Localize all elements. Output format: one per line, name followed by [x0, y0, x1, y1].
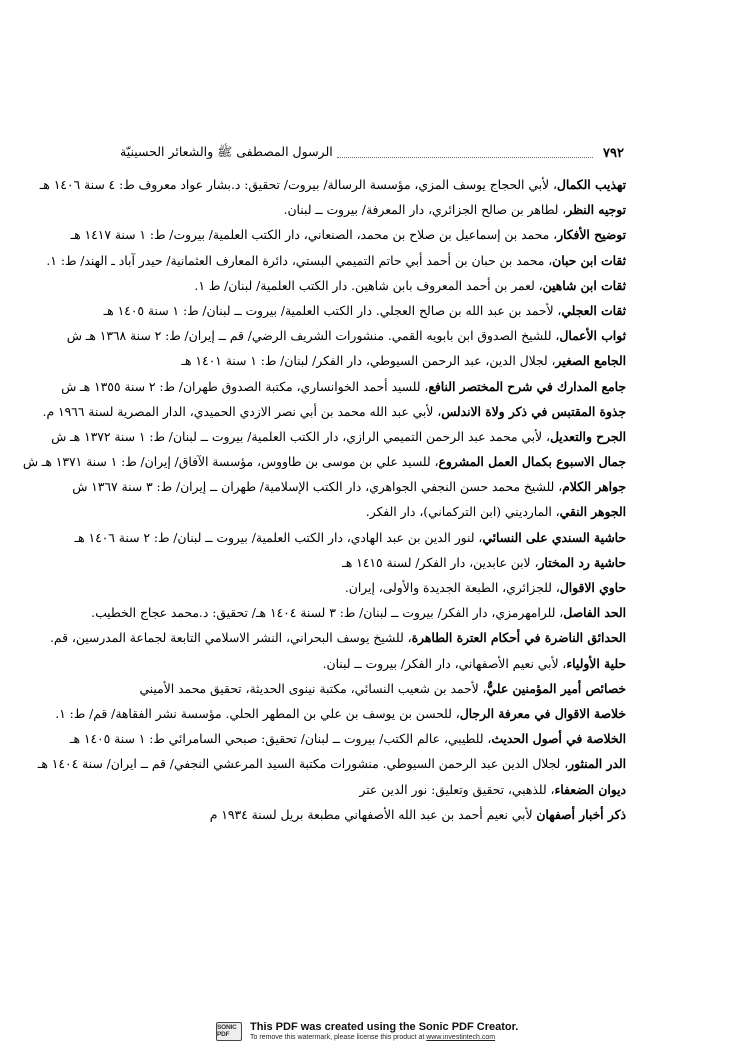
entry-details: ، لجلال الدين عبد الرحمن السيوطي. منشورات مكتبة السيد المرعشي النجفي/ قم ــ ايران/ سنة ١٤٠٤ هـ: [37, 757, 569, 772]
entry-title: حاشية رد المختار: [538, 554, 626, 570]
entry-details: ، للشيخ يوسف البحراني، النشر الاسلامي التابعة لجماعة المدرسين، قم.: [50, 631, 412, 646]
bibliography-entry: [118, 348, 626, 373]
bibliography-entry: [118, 550, 626, 575]
entry-details: ، لأحمد بن شعيب النسائي، مكتبة نينوى الحديثة، تحقيق محمد الأميني: [139, 681, 487, 696]
entry-title: جامع المدارك في شرح المختصر النافع: [428, 378, 626, 394]
page-header: [120, 143, 624, 163]
sonic-pdf-logo-icon: SONIC PDF: [216, 1022, 242, 1041]
bibliography-entry: [61, 374, 626, 399]
entry-details: ، محمد بن إسماعيل بن صلاح بن محمد، الصنعاني، دار الكتب العلمية/ بيروت/ ط: ١ سنة ١٤١٧ هـ: [70, 228, 558, 243]
entry-title: حاوي الاقوال: [559, 580, 626, 595]
bibliography-entry: [69, 726, 626, 751]
entry-details: ، لعمر بن أحمد المعروف بابن شاهين. دار الكتب العلمية/ لبنان/ ط ١.: [194, 278, 543, 293]
entry-details: ، لأبي الحجاج يوسف المزي، مؤسسة الرسالة/ بيروت/ تحقيق: د.بشار عواد معروف ط: ٤ سنة ١٤٠٦ هـ: [39, 178, 557, 192]
bibliography-entry: [70, 222, 626, 247]
entry-title: ثقات العجلي: [561, 302, 626, 318]
entry-details: ، لأبي عبد الله محمد بن أبي نصر الازدي الحميدي، الدار المصرية لسنة ١٩٦٦ م.: [42, 404, 442, 419]
entry-title: ثقات ابن شاهين: [542, 277, 626, 293]
pdf-watermark: [216, 1019, 518, 1043]
entry-title: توضيح الأفكار: [557, 227, 626, 243]
entry-title: الحدائق الناضرة في أحكام العترة الطاهرة: [411, 630, 626, 646]
entry-details: ، للشيخ محمد حسن النجفي الجواهري، دار الكتب الإسلامية/ طهران ــ إيران/ ط: ٣ سنة ١٣٦٧ ش: [72, 480, 563, 495]
bibliography-entry: [118, 499, 626, 524]
page-number: ٧٩٢: [603, 145, 624, 161]
bibliography-entry: [118, 651, 626, 676]
bibliography-entry: [118, 197, 626, 222]
watermark-message: This PDF was created using the Sonic PDF Creator.: [250, 1020, 519, 1033]
bibliography-entry: [118, 273, 626, 298]
entry-title: الدر المنثور: [568, 756, 626, 772]
entry-details: ، للذهبي، تحقيق وتعليق: نور الدين عتر: [359, 782, 555, 797]
bibliography-entry: [46, 248, 626, 273]
entry-title: الحد الفاصل: [563, 605, 626, 621]
entry-details: ، لأبي محمد عبد الرحمن التميمي الرازي، دار الكتب العلمية/ بيروت ــ لبنان/ ط: ١ سنة ١٣٧٢ هـ ش: [51, 429, 550, 444]
entry-details: ، للطيبي، عالم الكتب/ بيروت ــ لبنان/ تحقيق: صبحي السامرائي ط: ١ سنة ١٤٠٥ هـ: [69, 732, 492, 747]
watermark-license-note: To remove this watermark, please license this product at: [250, 1033, 427, 1041]
bibliography-entry: [37, 751, 626, 776]
bibliography-entry: [42, 399, 626, 424]
entry-details: ، لابن عابدين، دار الفكر/ لسنة ١٤١٥ هـ: [342, 555, 539, 570]
watermark-license-link[interactable]: www.investintech.com: [426, 1033, 496, 1041]
entry-title: خلاصة الاقوال في معرفة الرجال: [459, 705, 626, 721]
entry-details: ، محمد بن حبان بن أحمد أبي حاتم التميمي البستي، دائرة المعارف العثمانية/ حيدر آباد ـ الهند/ ط: ١.: [46, 253, 553, 268]
entry-details: ، للجزائري، الطبعة الجديدة والأولى، إيران.: [344, 581, 560, 595]
entry-details: ، لطاهر بن صالح الجزائري، دار المعرفة/ بيروت ــ لبنان.: [283, 203, 567, 218]
bibliography-entry: [55, 701, 626, 726]
entry-title: ثقات ابن حبان: [552, 252, 626, 268]
entry-details: ، للرامهرمزي، دار الفكر/ بيروت ــ لبنان/ ط: ٣ لسنة ١٤٠٤ هـ/ تحقيق: د.محمد عجاج الخطيب.: [91, 606, 564, 621]
entry-title: حلية الأولياء: [566, 655, 626, 671]
entry-details: لأبي نعيم أحمد بن عبد الله الأصفهاني مطبعة بريل لسنة ١٩٣٤ م: [209, 807, 537, 822]
bibliography-entry: [50, 625, 626, 650]
entry-title: حاشية السندي على النسائي: [482, 529, 626, 545]
entry-title: جواهر الكلام: [562, 479, 626, 495]
entry-title: تهذيب الكمال: [556, 177, 626, 192]
running-header-title: الرسول المصطفى ﷺ والشعائر الحسينيّة: [120, 143, 333, 159]
entry-details: ، لأحمد بن عبد الله بن صالح العجلي. دار الكتب العلمية/ بيروت ــ لبنان/ ط: ١ سنة ١٤٠٥ هـ: [103, 303, 562, 318]
entry-title: الجوهر النقي: [559, 504, 626, 520]
entry-title: ديوان الضعفاء: [554, 781, 626, 797]
entry-title: الجامع الصغير: [555, 353, 626, 369]
bibliography-entry: [22, 449, 626, 474]
entry-title: خصائص أمير المؤمنين عليٌّ: [486, 680, 626, 696]
bibliography-entry: [118, 575, 626, 600]
bibliography-entry: [39, 172, 626, 197]
bibliography-entry: [72, 474, 626, 499]
entry-title: ذكر أخبار أصفهان: [536, 806, 626, 822]
bibliography-entry: [118, 676, 626, 701]
entry-details: ، لنور الدين بن عبد الهادي، دار الكتب العلمية/ بيروت ــ لبنان/ ط: ٢ سنة ١٤٠٦ هـ: [74, 530, 483, 545]
bibliography-list: [22, 172, 626, 827]
entry-details: ، لجلال الدين، عبد الرحمن السيوطي، دار الفكر/ لبنان/ ط: ١ سنة ١٤٠١ هـ: [181, 354, 556, 369]
entry-details: ، للشيخ الصدوق ابن بابويه القمي. منشورات الشريف الرضي/ قم ــ إيران/ ط: ٢ سنة ١٣٦٨ هـ ش: [66, 329, 560, 344]
header-dotted-rule: [337, 157, 593, 158]
bibliography-entry: [51, 424, 626, 449]
bibliography-entry: [118, 777, 626, 802]
entry-title: الجرح والتعديل: [549, 428, 626, 444]
bibliography-entry: [91, 600, 626, 625]
entry-title: ثواب الأعمال: [559, 328, 626, 344]
entry-details: ، المارديني (ابن التركماني)، دار الفكر.: [365, 505, 560, 520]
bibliography-entry: [118, 802, 626, 827]
bibliography-entry: [74, 525, 626, 550]
bibliography-entry: [66, 323, 626, 348]
entry-title: جمال الاسبوع بكمال العمل المشروع: [438, 454, 626, 470]
bibliography-entry: [103, 298, 626, 323]
entry-details: ، للحسن بن يوسف بن علي بن المطهر الحلي. مؤسسة نشر الفقاهة/ قم/ ط: ١.: [55, 706, 460, 721]
entry-title: جذوة المقتبس في ذكر ولاة الاندلس: [441, 403, 626, 419]
entry-details: ، لأبي نعيم الأصفهاني، دار الفكر/ بيروت ــ لبنان.: [322, 656, 567, 671]
entry-details: ، للسيد أحمد الخوانساري، مكتبة الصدوق طهران/ ط: ٢ سنة ١٣٥٥ هـ ش: [61, 379, 429, 394]
entry-title: الخلاصة في أصول الحديث: [491, 731, 626, 747]
entry-details: ، للسيد علي بن موسى بن طاووس، مؤسسة الآفاق/ إيران/ ط: ١ سنة ١٣٧١ هـ ش: [22, 455, 439, 470]
entry-title: توجيه النظر: [566, 202, 626, 218]
